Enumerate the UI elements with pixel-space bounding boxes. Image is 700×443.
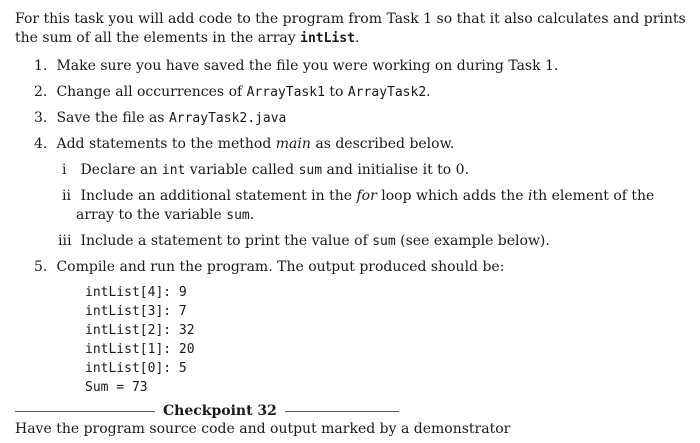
code-filename: ArrayTask2.java [168, 111, 287, 126]
step-number: 3. [34, 110, 48, 126]
step-number: 1. [34, 58, 48, 74]
code-int: int [161, 163, 186, 178]
index-i: i [528, 188, 533, 204]
code-sum: sum [298, 163, 323, 178]
output-line: intList[1]: 20 [85, 342, 195, 357]
step-text: Change all occurrences of [56, 84, 247, 100]
divider-left [15, 411, 155, 412]
step-text: . [426, 84, 431, 100]
step-text: as described below. [310, 136, 455, 152]
intro-line-2 [15, 29, 686, 48]
checkpoint-header [15, 403, 399, 419]
intro-text: the sum of all the elements in the array [15, 30, 301, 46]
checkpoint-title: Checkpoint 32 [163, 403, 277, 419]
step-number: 4. [34, 136, 48, 152]
intlist-code: intList [300, 31, 355, 46]
step-number: 5. [34, 259, 48, 275]
substep-ii-continued [76, 207, 254, 223]
program-output [85, 283, 195, 397]
step-text: Save the file as [56, 110, 169, 126]
method-main: main [275, 136, 311, 152]
code-arraytask1: ArrayTask1 [246, 85, 325, 100]
step-text: Compile and run the program. The output produced should be: [56, 259, 505, 275]
substep-text: loop which adds the [376, 188, 529, 204]
step-number: 2. [34, 84, 48, 100]
step-text: to [324, 84, 348, 100]
substep-iii [58, 233, 550, 249]
step-1 [34, 58, 558, 74]
step-2 [34, 84, 431, 100]
intro-paragraph [15, 10, 686, 48]
substep-ii [62, 188, 654, 204]
substep-i [62, 162, 469, 178]
intro-line-1: For this task you will add code to the program from Task 1 so that it also calculates and prints [15, 11, 686, 27]
substep-text: . [249, 207, 255, 223]
step-text: Add statements to the method [56, 136, 276, 152]
substep-text: th element of the [532, 188, 655, 204]
output-line: intList[4]: 9 [85, 285, 187, 300]
output-line: intList[3]: 7 [85, 304, 187, 319]
substep-text: variable called [185, 162, 299, 178]
substep-number: ii [62, 188, 71, 204]
substep-text: Declare an [80, 162, 162, 178]
code-arraytask2: ArrayTask2 [347, 85, 427, 100]
checkpoint-text: Have the program source code and output marked by a demonstrator [15, 421, 511, 437]
step-text: Make sure you have saved the file you were working on during Task 1. [56, 58, 559, 74]
step-4 [34, 136, 454, 152]
code-sum: sum [372, 234, 396, 249]
substep-text: Include a statement to print the value of [80, 233, 373, 249]
substep-text: array to the variable [76, 207, 227, 223]
divider-right [285, 411, 399, 412]
output-line: Sum = 73 [85, 380, 148, 395]
step-3 [34, 110, 286, 126]
substep-number: iii [58, 233, 72, 249]
output-line: intList[2]: 32 [85, 323, 195, 338]
substep-text: Include an additional statement in the [80, 188, 357, 204]
output-line: intList[0]: 5 [85, 361, 187, 376]
substep-number: i [62, 162, 67, 178]
substep-text: and initialise it to 0. [322, 162, 470, 178]
intro-period: . [354, 30, 360, 46]
substep-text: (see example below). [395, 233, 550, 249]
keyword-for: for [356, 188, 377, 204]
code-sum: sum [226, 208, 250, 223]
step-5 [34, 259, 504, 275]
